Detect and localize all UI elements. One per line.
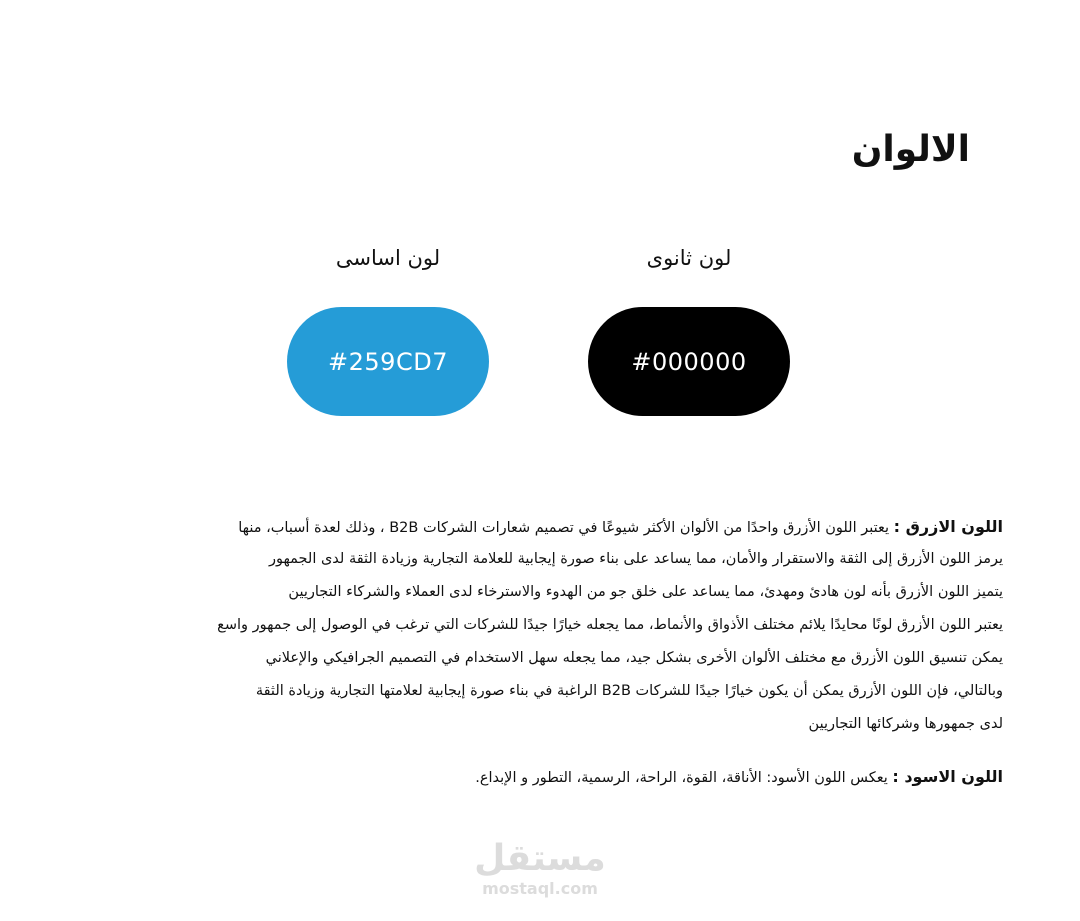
primary-color-swatch: [287, 240, 489, 416]
primary-color-pill: [287, 307, 489, 416]
primary-color-label: لون اساسى: [335, 246, 441, 270]
blue-description-line: يرمز اللون الأزرق إلى الثقة والاستقرار والأمان، مما يساعد على بناء صورة إيجابية للعلامة التجارية وزيادة الثقة لدى الجمهور: [268, 551, 1003, 567]
black-heading: اللون الاسود :: [892, 767, 1003, 786]
blue-description-line: يعتبر اللون الأزرق لونًا محايدًا يلائم مختلف الأذواق والأنماط، مما يجعله خيارًا جيدًا للشركات التي ترغب في الوصول إلى جمهور واسع: [217, 617, 1003, 633]
blue-heading: اللون الازرق :: [893, 517, 1003, 536]
watermark-url: mostaql.com: [482, 879, 598, 898]
blue-description-line: لدى جمهورها وشركائها التجاريين: [808, 716, 1003, 732]
blue-description-line: وبالتالي، فإن اللون الأزرق يمكن أن يكون خيارًا جيدًا للشركات B2B الراغبة في بناء صورة إيجابية لعلامتها التجارية وزيادة الثقة: [255, 683, 1003, 699]
page-title: الالوان: [851, 129, 970, 170]
color-description: [53, 510, 1003, 793]
blue-description-line: يمكن تنسيق اللون الأزرق مع مختلف الألوان الأخرى بشكل جيد، مما يجعله سهل الاستخدام في التصميم الجرافيكي والإعلاني: [265, 650, 1003, 666]
secondary-color-pill: [588, 307, 790, 416]
blue-description-line: يتميز اللون الأزرق بأنه لون هادئ ومهدئ، مما يساعد على خلق جو من الهدوء والاسترخاء لدى العملاء والشركاء التجاريين: [288, 584, 1003, 600]
blue-text: يعتبر اللون الأزرق واحدًا من الألوان الأكثر شيوعًا في تصميم شعارات الشركات B2B ، وذلك لعدة أسباب، منها: [238, 520, 890, 536]
paragraph-gap: [53, 741, 1003, 760]
watermark-logo: مستقل: [474, 838, 606, 879]
secondary-color-swatch: [588, 240, 790, 416]
blue-description-line: [53, 510, 1003, 543]
black-description-line: [53, 760, 1003, 793]
secondary-color-hex: #000000: [631, 347, 747, 376]
black-text: يعكس اللون الأسود: الأناقة، القوة، الراحة، الرسمية، التطور و الإبداع.: [475, 770, 888, 786]
mostaql-watermark: [440, 838, 640, 898]
primary-color-hex: #259CD7: [328, 347, 448, 376]
secondary-color-label: لون ثانوى: [646, 246, 732, 270]
